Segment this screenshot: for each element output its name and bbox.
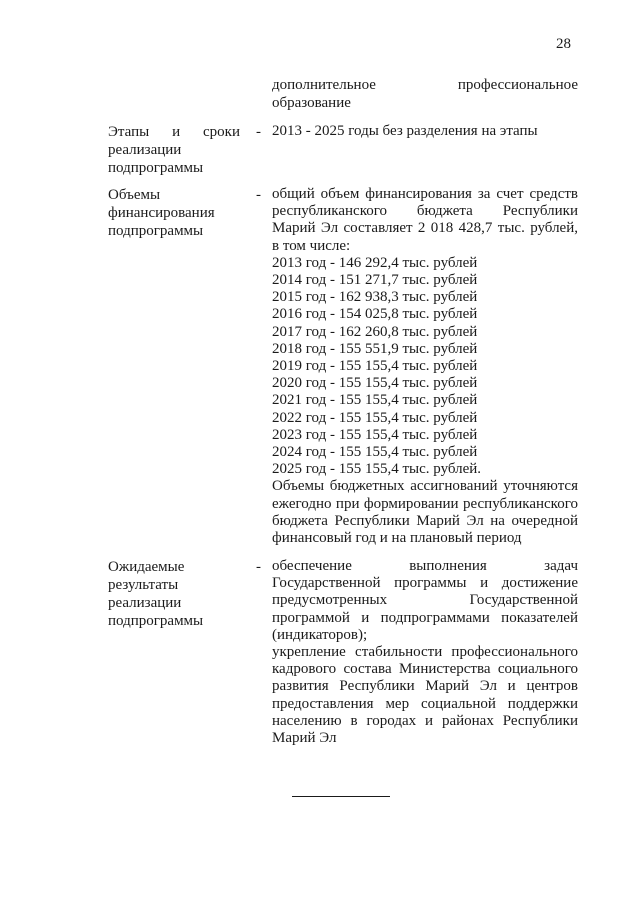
funding-intro-line: общий объем финансирования за счет средств: [272, 186, 578, 202]
results-line: населению в городах и районах Республики: [272, 712, 578, 729]
funding-dash: -: [256, 187, 261, 203]
funding-year-line: 2016 год - 154 025,8 тыс. рублей: [272, 306, 478, 323]
funding-year-line: 2020 год - 155 155,4 тыс. рублей: [272, 375, 478, 392]
results-line: предоставления мер социальной поддержки: [272, 695, 578, 712]
page-number: 28: [556, 36, 571, 52]
results-line: обеспечение выполнения задач: [272, 558, 578, 574]
funding-year-line: 2024 год - 155 155,4 тыс. рублей: [272, 444, 478, 461]
results-value: [272, 558, 578, 747]
funding-year-line: 2015 год - 162 938,3 тыс. рублей: [272, 289, 478, 306]
funding-year-line: 2017 год - 162 260,8 тыс. рублей: [272, 323, 478, 340]
funding-year-line: 2021 год - 155 155,4 тыс. рублей: [272, 392, 478, 409]
funding-label: Объемы финансирования подпрограммы: [108, 187, 215, 239]
stages-dash: -: [256, 124, 261, 140]
results-line: развития Республики Марий Эл и центров: [272, 678, 578, 695]
funding-year-line: 2023 год - 155 155,4 тыс. рублей: [272, 426, 478, 443]
results-line: Государственной программы и достижение: [272, 575, 578, 592]
funding-year-line: 2013 год - 146 292,4 тыс. рублей: [272, 254, 478, 271]
funding-intro-line: Марий Эл составляет 2 018 428,7 тыс. рублей,: [272, 220, 578, 237]
stages-value: 2013 - 2025 годы без разделения на этапы: [272, 123, 538, 139]
results-line: кадрового состава Министерства социального: [272, 661, 578, 678]
funding-year-line: 2019 год - 155 155,4 тыс. рублей: [272, 358, 478, 375]
results-dash: -: [256, 559, 261, 575]
results-line: Марий Эл: [272, 730, 337, 747]
funding-note-line: финансовый год и на плановый период: [272, 530, 522, 547]
intro-line-2: образование: [272, 95, 351, 111]
funding-value: [272, 186, 578, 547]
intro-line-1: дополнительное профессиональное: [272, 77, 578, 93]
funding-year-line: 2014 год - 151 271,7 тыс. рублей: [272, 272, 478, 289]
funding-note-line: бюджета Республики Марий Эл на очередной: [272, 512, 578, 529]
funding-intro-line: в том числе:: [272, 237, 351, 254]
funding-note-line: Объемы бюджетных ассигнований уточняются: [272, 478, 578, 495]
results-line: программой и подпрограммами показателей: [272, 609, 578, 626]
end-separator: [292, 796, 390, 797]
results-label: Ожидаемые результаты реализации подпрограммы: [108, 559, 204, 629]
results-line: (индикаторов);: [272, 626, 368, 643]
funding-intro-line: республиканского бюджета Республики: [272, 203, 578, 220]
funding-note-line: ежегодно при формировании республиканского: [272, 495, 578, 512]
funding-year-line: 2018 год - 155 551,9 тыс. рублей: [272, 340, 478, 357]
results-line: предусмотренных Государственной: [272, 592, 578, 609]
stages-label: Этапы и сроки реализации подпрограммы: [108, 124, 240, 176]
funding-year-line: 2025 год - 155 155,4 тыс. рублей.: [272, 461, 482, 478]
funding-year-line: 2022 год - 155 155,4 тыс. рублей: [272, 409, 478, 426]
results-line: укрепление стабильности профессионального: [272, 644, 578, 661]
